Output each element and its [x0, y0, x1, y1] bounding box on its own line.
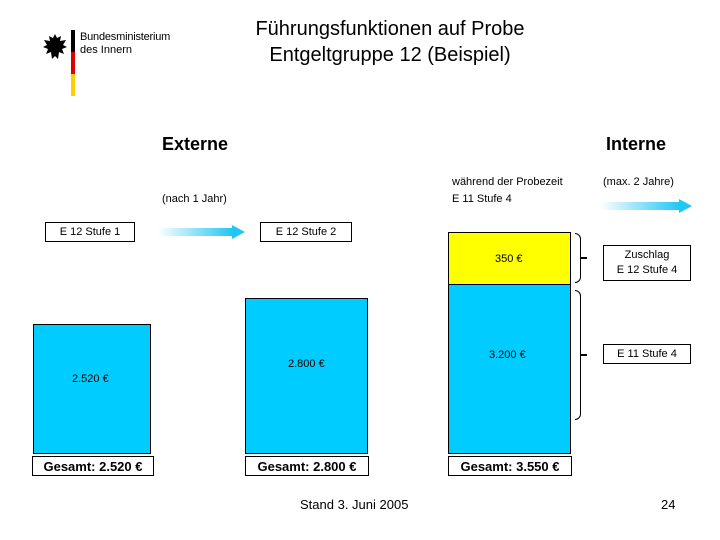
bracket-zuschlag-tip [581, 257, 587, 259]
stage-e12-stufe1: E 12 Stufe 1 [45, 222, 135, 242]
label-e11-stufe4: E 11 Stufe 4 [603, 344, 691, 364]
arrow-interne [600, 199, 692, 213]
eagle-icon [42, 32, 68, 62]
bar-externe-2 [245, 298, 368, 454]
bar-value-350: 350 € [495, 253, 523, 265]
logo-text-line2: des Innern [80, 44, 132, 56]
note-waehrend-probezeit: während der Probezeit [452, 176, 563, 188]
bar-value-3200: 3.200 € [489, 349, 526, 361]
bar-interne-bonus [448, 232, 571, 285]
slide-title [200, 16, 580, 68]
label-zuschlag [603, 245, 691, 281]
note-max-2-jahre: (max. 2 Jahre) [603, 176, 674, 188]
heading-interne: Interne [606, 134, 667, 154]
note-e11-stufe4: E 11 Stufe 4 [452, 193, 512, 205]
total-1: Gesamt: 2.520 € [32, 456, 154, 476]
zuschlag-line1: Zuschlag [624, 249, 670, 261]
zuschlag-line2: E 12 Stufe 4 [616, 264, 678, 276]
total-2: Gesamt: 2.800 € [245, 456, 369, 476]
page-number: 24 [661, 497, 676, 512]
heading-externe: Externe [162, 134, 229, 154]
total-3: Gesamt: 3.550 € [448, 456, 572, 476]
note-nach-1-jahr: (nach 1 Jahr) [162, 193, 227, 205]
ministry-logo [40, 26, 180, 96]
title-line1: Führungsfunktionen auf Probe [255, 18, 525, 40]
title-line2: Entgeltgruppe 12 (Beispiel) [269, 44, 511, 66]
arrow-externe [157, 225, 245, 239]
bar-value-2800: 2.800 € [288, 358, 325, 370]
bar-value-2520: 2.520 € [72, 373, 109, 385]
bracket-e11-tip [581, 354, 587, 356]
logo-text-line1: Bundesministerium [80, 31, 171, 43]
bar-externe-1 [33, 324, 151, 454]
stage-e12-stufe2: E 12 Stufe 2 [260, 222, 352, 242]
flag-stripe [71, 30, 75, 96]
footer-date: Stand 3. Juni 2005 [300, 497, 409, 512]
bar-interne-base [448, 284, 571, 454]
